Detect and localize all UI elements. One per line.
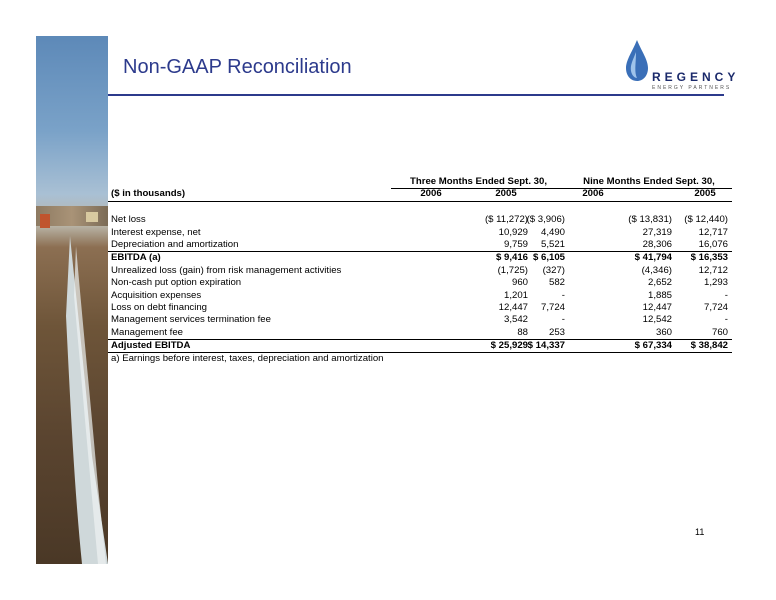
pipeline-shape — [36, 36, 108, 564]
value-cell: $ 6,105 — [532, 252, 565, 264]
value-cell: - — [724, 314, 728, 326]
value-cell: $ 67,334 — [634, 340, 672, 352]
row-label: Acquisition expenses — [111, 289, 202, 301]
year-header: 2006 — [582, 188, 604, 200]
company-logo — [622, 38, 740, 94]
value-cell: - — [561, 314, 565, 326]
value-cell: ($ 12,440) — [684, 214, 728, 226]
year-header-row — [108, 188, 732, 201]
table-row — [108, 290, 732, 302]
value-cell: $ 14,337 — [527, 340, 565, 352]
value-cell: (4,346) — [641, 264, 672, 276]
year-header: 2005 — [495, 188, 517, 200]
value-cell: 10,929 — [498, 226, 528, 238]
row-label: Management services termination fee — [111, 314, 271, 326]
group-header-nine-months: Nine Months Ended Sept. 30, — [566, 176, 732, 189]
logo-name: REGENCY — [652, 70, 740, 84]
table-row — [108, 314, 732, 326]
water-drop-flame-icon — [624, 38, 650, 82]
year-header: 2005 — [694, 188, 716, 200]
value-cell: 27,319 — [642, 226, 672, 238]
group-header-row — [108, 176, 732, 188]
table-row — [108, 252, 732, 264]
group-header-three-months: Three Months Ended Sept. 30, — [391, 176, 566, 189]
value-cell: (327) — [542, 264, 565, 276]
row-label: Net loss — [111, 214, 146, 226]
year-header: 2006 — [420, 188, 442, 200]
value-cell: 1,885 — [647, 289, 672, 301]
value-cell: ($ 3,906) — [526, 214, 565, 226]
value-cell: $ 9,416 — [495, 252, 528, 264]
row-label: EBITDA (a) — [111, 252, 161, 264]
value-cell: 12,712 — [698, 264, 728, 276]
value-cell: 12,447 — [498, 301, 528, 313]
value-cell: - — [724, 289, 728, 301]
row-label: Non-cash put option expiration — [111, 277, 242, 289]
row-label: Unrealized loss (gain) from risk management activities — [111, 264, 342, 276]
page-title: Non-GAAP Reconciliation — [123, 56, 352, 78]
value-cell: $ 38,842 — [690, 340, 728, 352]
value-cell: 4,490 — [540, 226, 565, 238]
value-cell: 1,293 — [703, 277, 728, 289]
value-cell: 12,542 — [642, 314, 672, 326]
value-cell: (1,725) — [497, 264, 528, 276]
table-body — [108, 214, 732, 352]
row-label: Adjusted EBITDA — [111, 340, 191, 352]
row-label: Interest expense, net — [111, 226, 201, 238]
table-row — [108, 265, 732, 277]
value-cell: 1,201 — [503, 289, 528, 301]
units-label: ($ in thousands) — [111, 188, 186, 200]
row-label: Management fee — [111, 326, 183, 338]
row-label: Depreciation and amortization — [111, 238, 239, 250]
value-cell: 7,724 — [540, 301, 565, 313]
table-row — [108, 239, 732, 252]
value-cell: 2,652 — [647, 277, 672, 289]
spacer-row — [108, 202, 732, 214]
value-cell: 12,717 — [698, 226, 728, 238]
logo-tagline: ENERGY PARTNERS — [652, 85, 732, 91]
value-cell: - — [561, 289, 565, 301]
value-cell: 360 — [655, 326, 672, 338]
value-cell: 960 — [511, 277, 528, 289]
value-cell: 88 — [517, 326, 528, 338]
value-cell: 9,759 — [503, 238, 528, 250]
page-number: 11 — [695, 527, 705, 537]
table-row — [108, 340, 732, 352]
value-cell: 16,076 — [698, 238, 728, 250]
table-row — [108, 227, 732, 239]
table-row — [108, 302, 732, 314]
value-cell: 7,724 — [703, 301, 728, 313]
value-cell: 5,521 — [540, 238, 565, 250]
value-cell: 12,447 — [642, 301, 672, 313]
title-divider — [108, 94, 724, 96]
table-row — [108, 214, 732, 226]
row-label: Loss on debt financing — [111, 301, 208, 313]
value-cell: 3,542 — [503, 314, 528, 326]
value-cell: 760 — [711, 326, 728, 338]
value-cell: $ 41,794 — [634, 252, 672, 264]
value-cell: ($ 11,272) — [484, 214, 528, 226]
footnote: a) Earnings before interest, taxes, depreciation and amortization — [108, 352, 732, 365]
table-row — [108, 277, 732, 289]
pipeline-photo — [36, 36, 108, 564]
value-cell: 253 — [548, 326, 565, 338]
table-row — [108, 327, 732, 340]
value-cell: ($ 13,831) — [628, 214, 672, 226]
value-cell: 28,306 — [642, 238, 672, 250]
reconciliation-table — [108, 176, 732, 365]
value-cell: 582 — [548, 277, 565, 289]
value-cell: $ 25,929 — [490, 340, 528, 352]
value-cell: $ 16,353 — [690, 252, 728, 264]
